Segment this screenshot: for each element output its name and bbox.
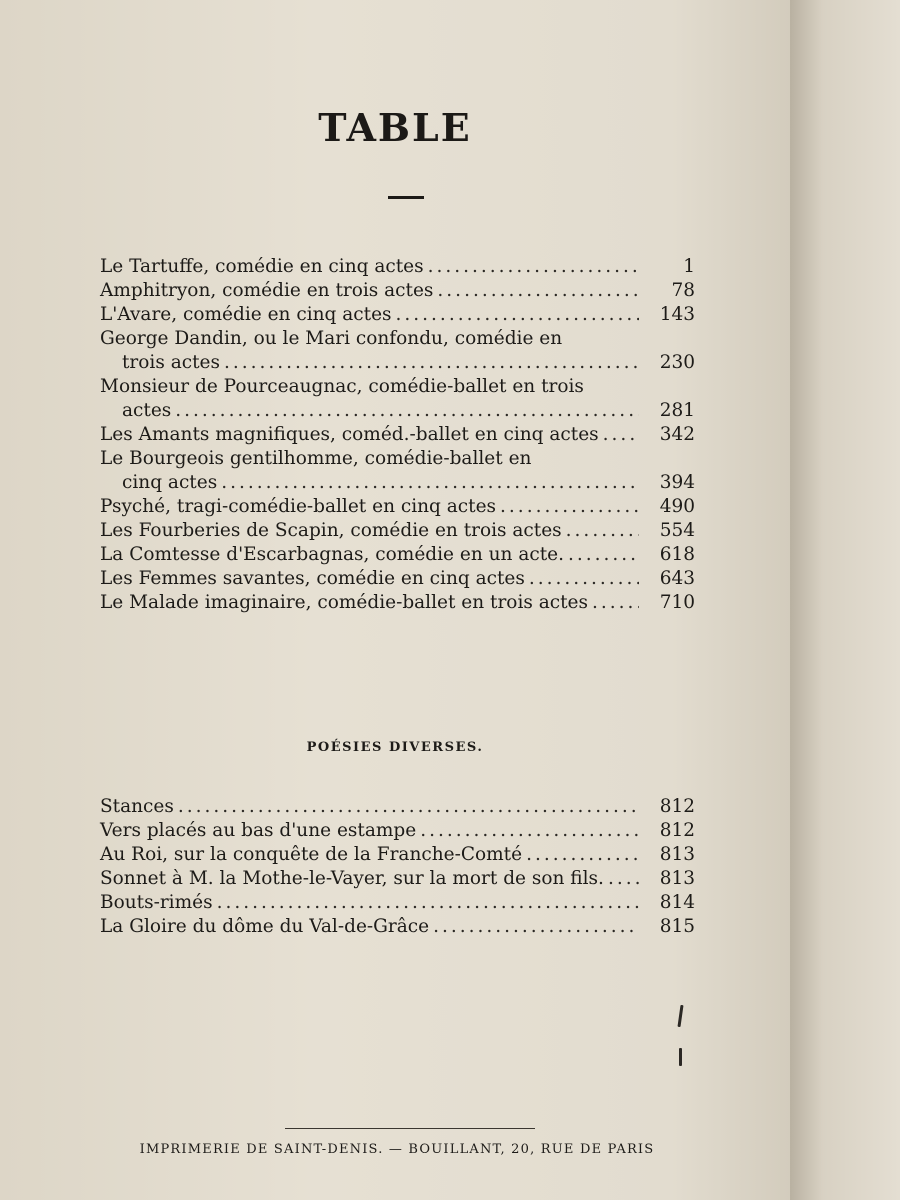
leader-dots bbox=[220, 351, 639, 375]
leader-dots bbox=[424, 255, 639, 279]
toc-entry-title: Vers placés au bas d'une estampe bbox=[100, 820, 417, 841]
toc-entry bbox=[100, 303, 695, 327]
toc-entry-title: Les Fourberies de Scapin, comédie en trois actes bbox=[100, 520, 562, 541]
pencil-mark bbox=[677, 1005, 683, 1027]
toc-entry bbox=[100, 423, 695, 447]
toc-entry bbox=[100, 591, 695, 615]
toc-entry bbox=[100, 567, 695, 591]
section-heading-poesies: POÉSIES DIVERSES. bbox=[306, 740, 484, 755]
leader-dots bbox=[562, 519, 639, 543]
toc-entry bbox=[100, 867, 695, 891]
toc-entry-page: 643 bbox=[659, 568, 695, 589]
toc-entry bbox=[100, 915, 695, 939]
toc-entry bbox=[100, 819, 695, 843]
toc-entry-title: Le Malade imaginaire, comédie-ballet en trois actes bbox=[100, 592, 589, 613]
toc-entry-title-continued: actes bbox=[122, 400, 172, 421]
footer-rule bbox=[285, 1128, 535, 1129]
toc-entry-title-continued: cinq actes bbox=[122, 472, 218, 493]
toc-entry-page: 1 bbox=[683, 256, 695, 277]
leader-dots bbox=[429, 915, 639, 939]
leader-dots bbox=[496, 495, 639, 519]
toc-entry-page: 281 bbox=[659, 400, 695, 421]
toc-entry-page: 230 bbox=[659, 352, 695, 373]
toc-entry-page: 554 bbox=[659, 520, 695, 541]
leader-dots bbox=[604, 867, 639, 891]
toc-entry-page: 812 bbox=[659, 796, 695, 817]
toc-entry-page: 490 bbox=[659, 496, 695, 517]
title-rule bbox=[388, 196, 424, 199]
toc-entry bbox=[100, 543, 695, 567]
leader-dots bbox=[174, 795, 639, 819]
leader-dots bbox=[171, 399, 639, 423]
pencil-mark bbox=[679, 1048, 682, 1066]
toc-entry-page: 394 bbox=[659, 472, 695, 493]
toc-entry-title: Bouts-rimés bbox=[100, 892, 213, 913]
toc-entry bbox=[100, 891, 695, 915]
toc-entry-title: La Gloire du dôme du Val-de-Grâce bbox=[100, 916, 430, 937]
leader-dots bbox=[217, 471, 639, 495]
leader-dots bbox=[564, 543, 639, 567]
leader-dots bbox=[522, 843, 639, 867]
toc-entry-title-continued: trois actes bbox=[122, 352, 220, 373]
toc-entry-page: 78 bbox=[671, 280, 695, 301]
toc-entry-title: Sonnet à M. la Mothe-le-Vayer, sur la mort de son fils. bbox=[100, 868, 604, 889]
toc-entry-page: 812 bbox=[659, 820, 695, 841]
toc-entry-page: 342 bbox=[659, 424, 695, 445]
toc-entry-title: Les Amants magnifiques, coméd.-ballet en cinq actes bbox=[100, 424, 599, 445]
toc-entry bbox=[100, 447, 695, 495]
toc-entry bbox=[100, 255, 695, 279]
toc-entry-page: 814 bbox=[659, 892, 695, 913]
toc-entry-page: 813 bbox=[659, 844, 695, 865]
toc-entry-page: 143 bbox=[659, 304, 695, 325]
toc-entry-title: L'Avare, comédie en cinq actes bbox=[100, 304, 392, 325]
toc-entry bbox=[100, 843, 695, 867]
leader-dots bbox=[392, 303, 639, 327]
toc-entry bbox=[100, 519, 695, 543]
toc-entry bbox=[100, 375, 695, 423]
toc-entry-title: La Comtesse d'Escarbagnas, comédie en un acte. bbox=[100, 544, 564, 565]
leader-dots bbox=[525, 567, 639, 591]
toc-entry-title: Amphitryon, comédie en trois actes bbox=[100, 280, 434, 301]
poesies-list bbox=[100, 795, 695, 939]
toc-entry bbox=[100, 279, 695, 303]
toc-entry-page: 813 bbox=[659, 868, 695, 889]
toc-entry-title: Au Roi, sur la conquête de la Franche-Comté bbox=[100, 844, 523, 865]
toc-entry bbox=[100, 795, 695, 819]
adjacent-page-edge bbox=[790, 0, 900, 1200]
toc-entry-title: Stances bbox=[100, 796, 174, 817]
leader-dots bbox=[213, 891, 639, 915]
toc-entry-title: George Dandin, ou le Mari confondu, comédie en bbox=[100, 328, 563, 349]
printer-imprint: IMPRIMERIE DE SAINT-DENIS. — BOUILLANT, 20, RUE DE PARIS bbox=[139, 1142, 655, 1157]
table-of-contents bbox=[100, 255, 695, 615]
toc-entry bbox=[100, 327, 695, 375]
leader-dots bbox=[416, 819, 639, 843]
leader-dots bbox=[588, 591, 639, 615]
toc-entry-title: Le Tartuffe, comédie en cinq actes bbox=[100, 256, 424, 277]
toc-entry-title: Le Bourgeois gentilhomme, comédie-ballet en bbox=[100, 448, 532, 469]
leader-dots bbox=[599, 423, 639, 447]
toc-entry-title: Les Femmes savantes, comédie en cinq actes bbox=[100, 568, 525, 589]
toc-entry bbox=[100, 495, 695, 519]
page-title: TABLE bbox=[318, 105, 472, 150]
toc-entry-page: 710 bbox=[659, 592, 695, 613]
toc-entry-page: 815 bbox=[659, 916, 695, 937]
toc-entry-page: 618 bbox=[659, 544, 695, 565]
toc-entry-title: Monsieur de Pourceaugnac, comédie-ballet en trois bbox=[100, 376, 584, 397]
leader-dots bbox=[433, 279, 639, 303]
toc-entry-title: Psyché, tragi-comédie-ballet en cinq actes bbox=[100, 496, 497, 517]
